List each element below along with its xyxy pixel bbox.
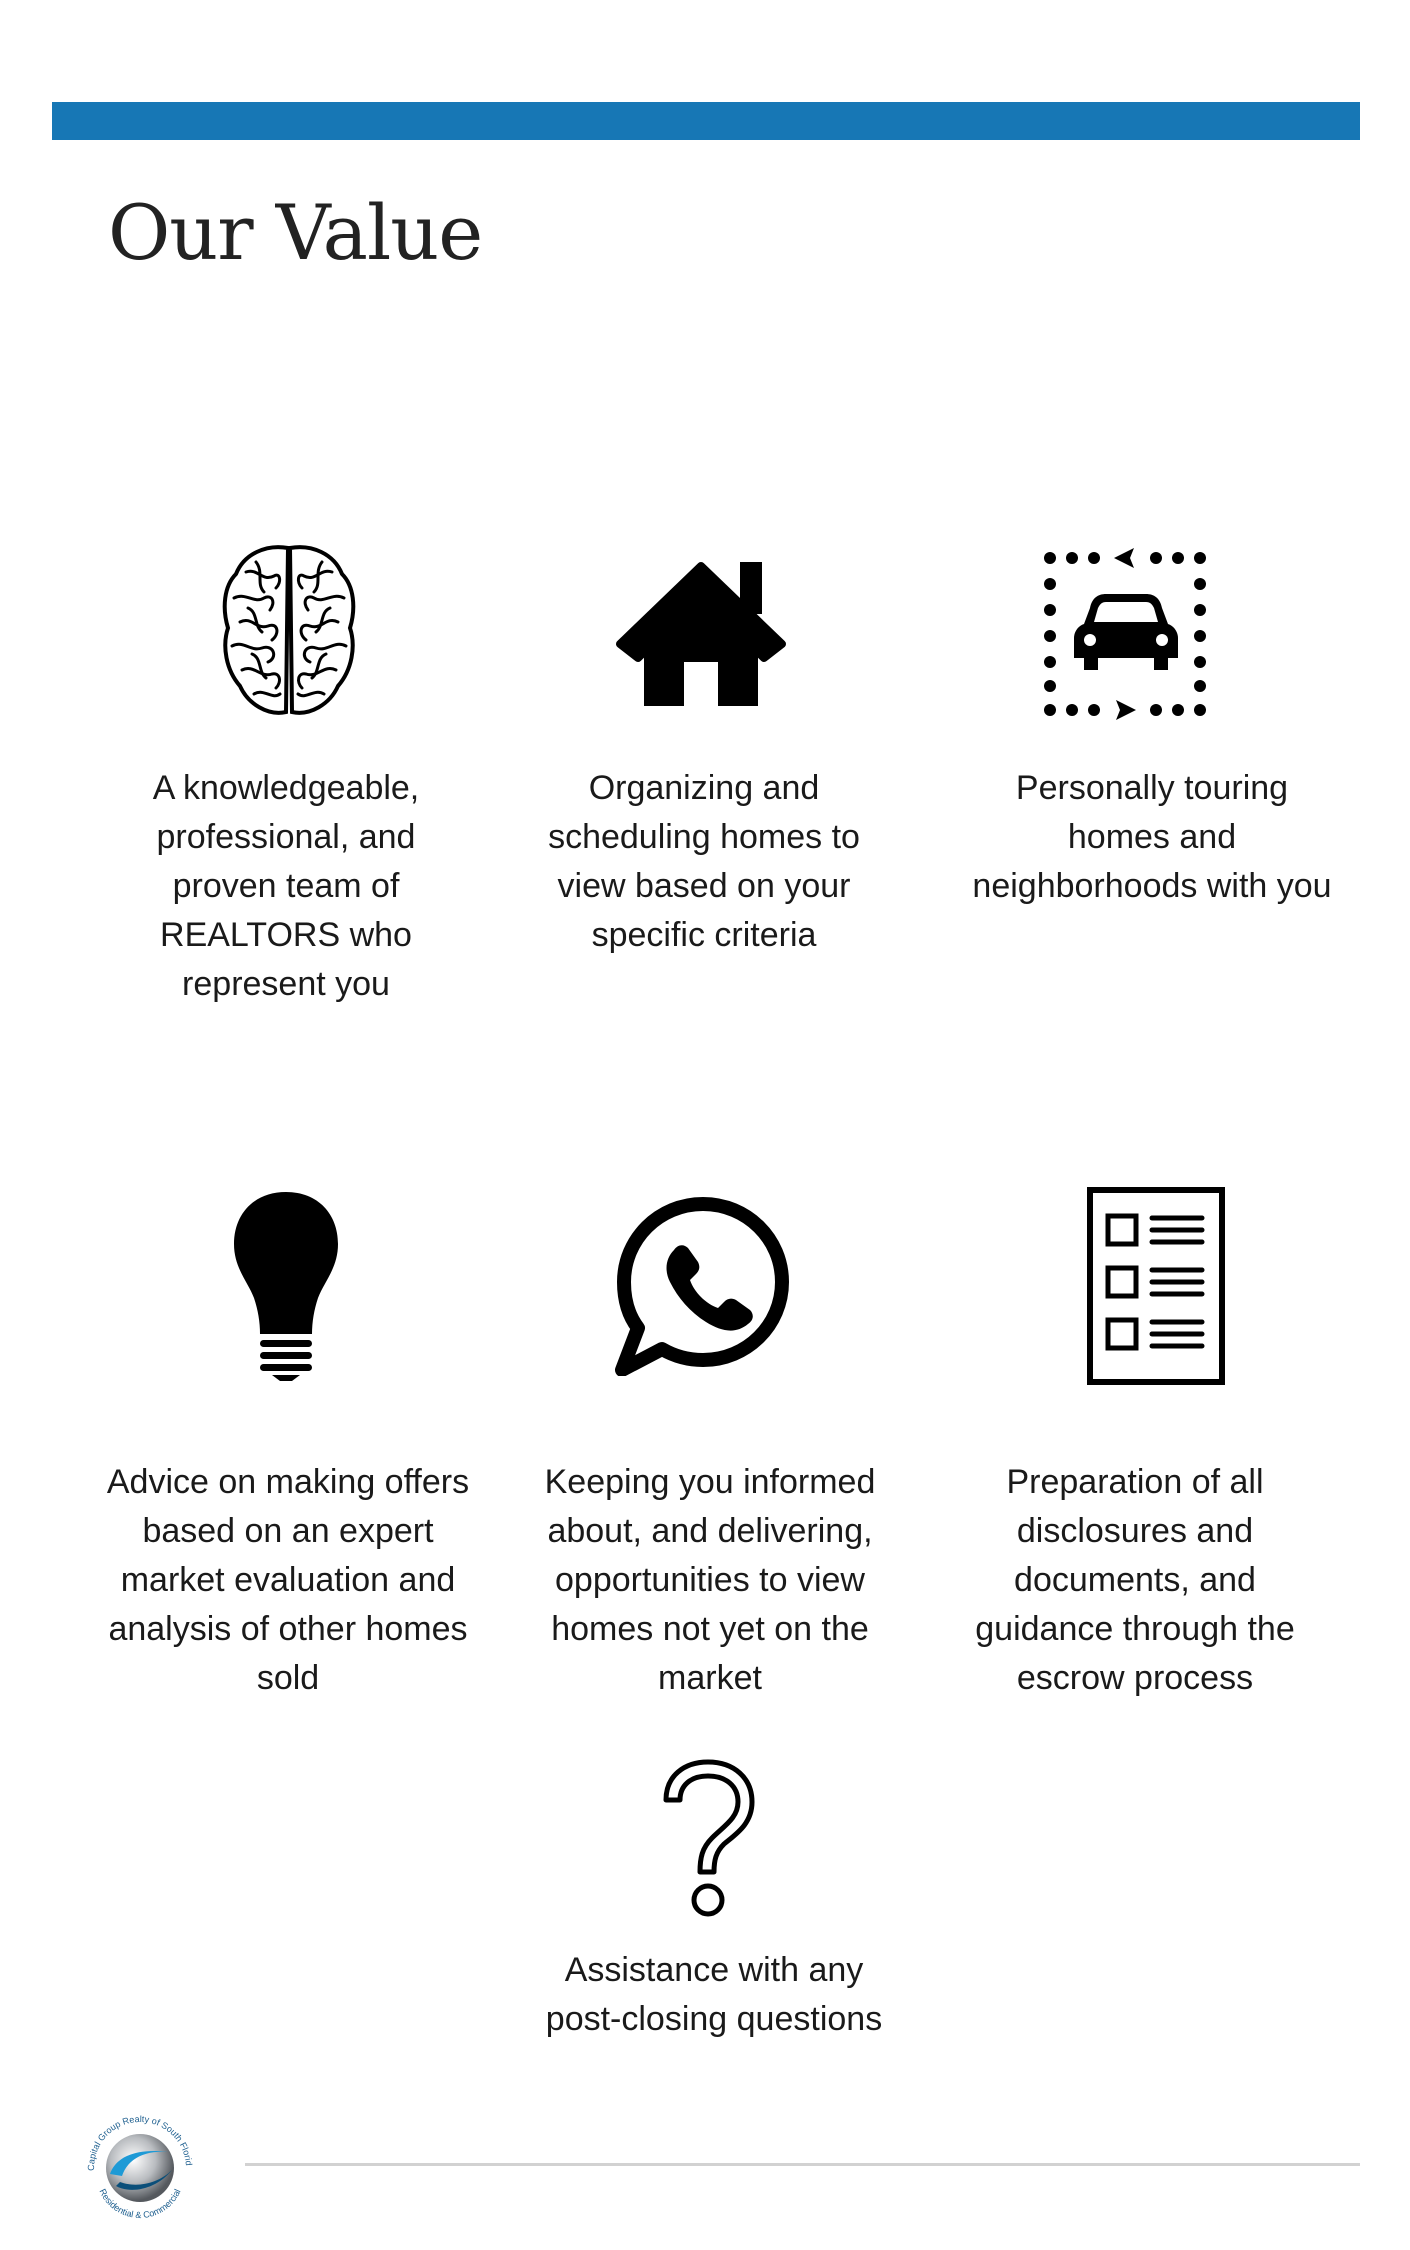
value-text-post-closing: Assistance with any post-closing questions	[545, 1951, 883, 2038]
chat-phone-icon	[614, 1196, 792, 1376]
question-mark-icon	[656, 1756, 760, 1920]
svg-text:Residential & Commercial: Residential & Commercial	[97, 2187, 183, 2221]
value-text-team: A knowledgeable, professional, and proven team of REALTORS who represent you	[152, 769, 420, 1003]
checklist-document-icon	[1086, 1186, 1226, 1386]
house-icon	[614, 558, 788, 710]
value-text-offers: Advice on making offers based on an expert market evaluation and analysis of other homes sold	[106, 1463, 470, 1697]
value-text-scheduling: Organizing and scheduling homes to view based on your specific criteria	[548, 769, 860, 954]
footer-divider	[245, 2163, 1360, 2166]
page-title: Our Value	[108, 188, 483, 277]
value-text-disclosures: Preparation of all disclosures and documents, and guidance through the escrow process	[975, 1463, 1295, 1697]
lightbulb-icon	[230, 1188, 342, 1382]
value-text-touring: Personally touring homes and neighborhoods with you	[972, 769, 1332, 905]
value-text-informed: Keeping you informed about, and delivering, opportunities to view homes not yet on the market	[544, 1463, 876, 1697]
brain-icon	[218, 542, 360, 720]
company-logo-icon	[76, 2104, 204, 2232]
header-accent-bar	[52, 102, 1360, 140]
car-touring-icon	[1040, 546, 1212, 722]
svg-text:Capital Group Realty of South: Capital Group Realty of South Florid	[85, 2113, 194, 2171]
